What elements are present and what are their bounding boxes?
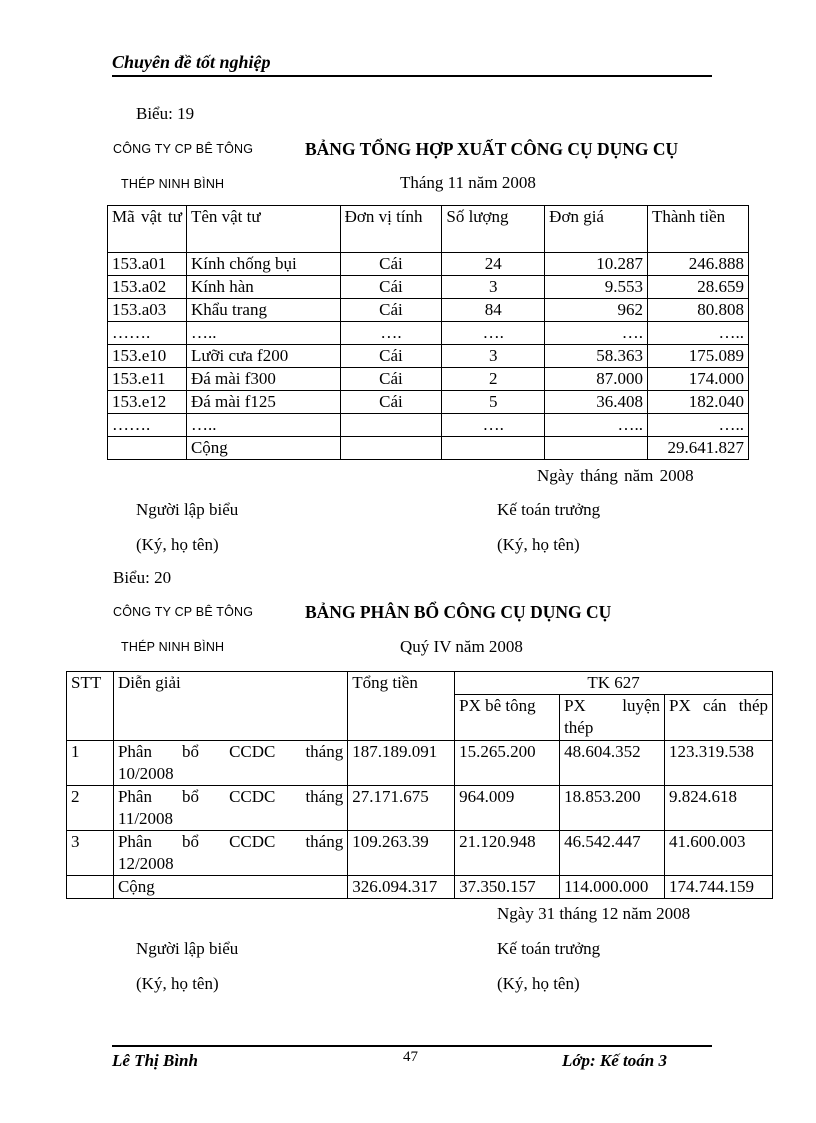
- cell-code: 153.a02: [108, 276, 187, 299]
- header-rule: [112, 75, 712, 77]
- cell-v1: 15.265.200: [455, 741, 560, 786]
- cell-qty: 84: [442, 299, 545, 322]
- column-header: Thành tiền: [648, 206, 749, 253]
- bieu19-table: [107, 205, 749, 460]
- cell-price: 9.553: [545, 276, 648, 299]
- page-number: 47: [403, 1049, 418, 1065]
- cell-unit: [340, 414, 442, 437]
- cell-desc: [113, 831, 347, 876]
- cell-price: 962: [545, 299, 648, 322]
- cell-stt: 3: [67, 831, 114, 876]
- bieu20-sign-note-left: (Ký, họ tên): [136, 974, 219, 993]
- cell-name: Đá mài f125: [186, 391, 340, 414]
- cell-stt: 2: [67, 786, 114, 831]
- cell-total: 27.171.675: [348, 786, 455, 831]
- column-header: Tên vật tư: [186, 206, 340, 253]
- bieu19-label: Biểu: 19: [136, 104, 195, 123]
- cell-qty: ….: [442, 322, 545, 345]
- table-row: [108, 299, 749, 322]
- bieu20-signer-left: Người lập biểu: [136, 939, 239, 958]
- table-row: [108, 322, 749, 345]
- footer-rule: [112, 1045, 712, 1047]
- bieu20-table: [66, 671, 773, 899]
- cell-qty: 3: [442, 276, 545, 299]
- cell-code: …….: [108, 414, 187, 437]
- column-header-sub2: PX luyện thép: [560, 695, 665, 741]
- total-label: Cộng: [186, 437, 340, 460]
- cell-amount: 28.659: [648, 276, 749, 299]
- cell-v3: 123.319.538: [665, 741, 773, 786]
- bieu19-sign-note-left: (Ký, họ tên): [136, 535, 219, 554]
- cell-desc-line2: 12/2008: [117, 854, 174, 873]
- cell-name: Đá mài f300: [186, 368, 340, 391]
- cell-desc: [113, 741, 347, 786]
- cell-name: …..: [186, 322, 340, 345]
- cell-v1: 964.009: [455, 786, 560, 831]
- bieu20-label: Biểu: 20: [113, 568, 172, 587]
- table-row: [108, 391, 749, 414]
- cell-unit: Cái: [340, 253, 442, 276]
- cell-unit: Cái: [340, 368, 442, 391]
- cell-stt: 1: [67, 741, 114, 786]
- cell-desc-line1: Phân bổ CCDC tháng: [117, 787, 344, 806]
- bieu19-signer-left: Người lập biểu: [136, 500, 239, 519]
- table-row: [108, 414, 749, 437]
- bieu20-sign-note-right: (Ký, họ tên): [497, 974, 580, 993]
- cell-price: 10.287: [545, 253, 648, 276]
- cell-v2: 46.542.447: [560, 831, 665, 876]
- table-row: [67, 786, 773, 831]
- cell-v3: 9.824.618: [665, 786, 773, 831]
- cell-price: 58.363: [545, 345, 648, 368]
- cell-amount: …..: [648, 414, 749, 437]
- cell-name: Kính chống bụi: [186, 253, 340, 276]
- bieu20-signer-right: Kế toán trưởng: [497, 939, 601, 958]
- column-header-stt: STT: [67, 672, 114, 741]
- cell-price: ….: [545, 322, 648, 345]
- bieu19-sign-note-right: (Ký, họ tên): [497, 535, 580, 554]
- cell-code: 153.a03: [108, 299, 187, 322]
- cell-code: …….: [108, 322, 187, 345]
- bieu19-header-row: [108, 206, 749, 253]
- bieu19-period: Tháng 11 năm 2008: [400, 173, 536, 192]
- cell-amount: …..: [648, 322, 749, 345]
- table-row: [67, 741, 773, 786]
- bieu19-company-line2: THÉP NINH BÌNH: [121, 177, 225, 191]
- table-row: [108, 345, 749, 368]
- footer-author: Lê Thị Bình: [112, 1051, 198, 1070]
- table-row: [108, 276, 749, 299]
- bieu20-company-line1: CÔNG TY CP BÊ TÔNG: [113, 605, 254, 619]
- total-value: 29.641.827: [648, 437, 749, 460]
- cell-desc-line2: 11/2008: [117, 809, 174, 828]
- cell-desc-line1: Phân bổ CCDC tháng: [117, 832, 344, 851]
- column-header-sub1: PX bê tông: [455, 695, 560, 741]
- cell-unit: Cái: [340, 391, 442, 414]
- column-header: Số lượng: [442, 206, 545, 253]
- cell-v3: 41.600.003: [665, 831, 773, 876]
- cell-price: 87.000: [545, 368, 648, 391]
- bieu20-header-row-1: [67, 672, 773, 695]
- total-label: Cộng: [113, 876, 347, 899]
- bieu19-signer-right: Kế toán trưởng: [497, 500, 601, 519]
- cell-v2: 18.853.200: [560, 786, 665, 831]
- total-v3: 174.744.159: [665, 876, 773, 899]
- cell-qty: 24: [442, 253, 545, 276]
- cell-price: …..: [545, 414, 648, 437]
- column-header: Đơn giá: [545, 206, 648, 253]
- column-header-total: Tổng tiền: [348, 672, 455, 741]
- cell-unit: ….: [340, 322, 442, 345]
- cell-amount: 174.000: [648, 368, 749, 391]
- cell-total: 109.263.39: [348, 831, 455, 876]
- cell-amount: 175.089: [648, 345, 749, 368]
- cell-code: 153.e10: [108, 345, 187, 368]
- total-row: [108, 437, 749, 460]
- table-row: [108, 253, 749, 276]
- cell-code: 153.a01: [108, 253, 187, 276]
- total-row: [67, 876, 773, 899]
- table-row: [108, 368, 749, 391]
- table-row: [67, 831, 773, 876]
- cell-amount: 182.040: [648, 391, 749, 414]
- cell-unit: Cái: [340, 345, 442, 368]
- cell-unit: Cái: [340, 276, 442, 299]
- cell-name: …..: [186, 414, 340, 437]
- cell-desc: [113, 786, 347, 831]
- total-value: 326.094.317: [348, 876, 455, 899]
- total-v2: 114.000.000: [560, 876, 665, 899]
- column-header: Mã vật tư: [108, 206, 187, 253]
- cell-total: 187.189.091: [348, 741, 455, 786]
- column-header-sub3: PX cán thép: [665, 695, 773, 741]
- cell-v1: 21.120.948: [455, 831, 560, 876]
- bieu20-company-line2: THÉP NINH BÌNH: [121, 640, 225, 654]
- cell-name: Khẩu trang: [186, 299, 340, 322]
- bieu19-company-line1: CÔNG TY CP BÊ TÔNG: [113, 142, 254, 156]
- total-v1: 37.350.157: [455, 876, 560, 899]
- cell-unit: Cái: [340, 299, 442, 322]
- cell-qty: ….: [442, 414, 545, 437]
- column-header: Đơn vị tính: [340, 206, 442, 253]
- cell-amount: 80.808: [648, 299, 749, 322]
- cell-code: 153.e12: [108, 391, 187, 414]
- cell-qty: 5: [442, 391, 545, 414]
- bieu19-title: BẢNG TỔNG HỢP XUẤT CÔNG CỤ DỤNG CỤ: [305, 139, 679, 159]
- column-header-group: TK 627: [455, 672, 773, 695]
- cell-code: 153.e11: [108, 368, 187, 391]
- cell-qty: 3: [442, 345, 545, 368]
- cell-name: Lưỡi cưa f200: [186, 345, 340, 368]
- cell-desc-line1: Phân bổ CCDC tháng: [117, 742, 344, 761]
- bieu20-period: Quý IV năm 2008: [400, 637, 523, 656]
- running-header: Chuyên đề tốt nghiệp: [112, 52, 271, 72]
- bieu20-date-line: Ngày 31 tháng 12 năm 2008: [497, 904, 691, 923]
- cell-name: Kính hàn: [186, 276, 340, 299]
- cell-desc-line2: 10/2008: [117, 764, 174, 783]
- bieu19-date-line: Ngày tháng năm 2008: [537, 466, 694, 485]
- column-header-desc: Diễn giải: [113, 672, 347, 741]
- cell-qty: 2: [442, 368, 545, 391]
- bieu20-title: BẢNG PHÂN BỔ CÔNG CỤ DỤNG CỤ: [305, 602, 612, 622]
- cell-v2: 48.604.352: [560, 741, 665, 786]
- cell-amount: 246.888: [648, 253, 749, 276]
- cell-price: 36.408: [545, 391, 648, 414]
- footer-class: Lớp: Kế toán 3: [562, 1051, 667, 1070]
